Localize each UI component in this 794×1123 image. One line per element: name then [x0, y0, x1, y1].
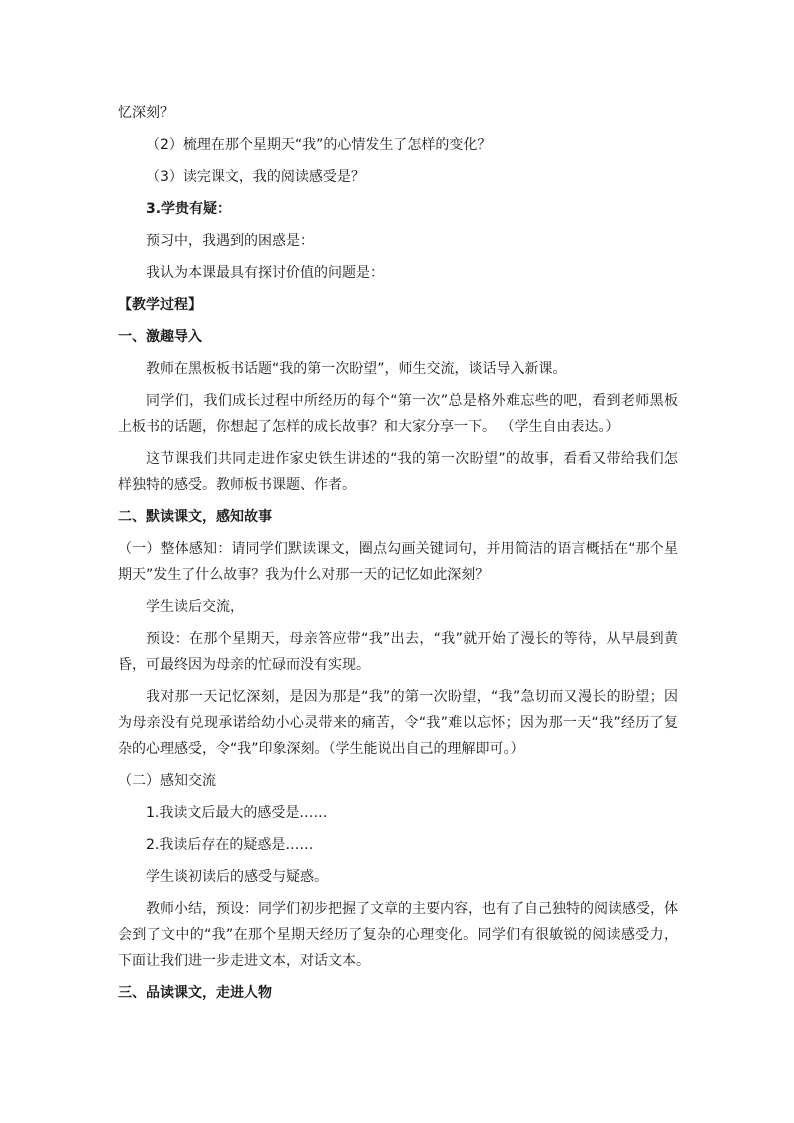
heading-close-reading: 三、品读课文，走进人物: [118, 985, 272, 1001]
paragraph-overall-perception: （一）整体感知：请同学们默读课文，圈点勾画关键词句，并用简洁的语言概括在“那个星期天”发生了什么故事？我为什么对那一天的记忆如此深刻？: [118, 541, 678, 583]
paragraph-feeling-2: 2.我读后存在的疑惑是……: [146, 837, 314, 853]
paragraph-preset-answer: 预设：在那个星期天，母亲答应带“我”出去，“我”就开始了漫长的等待，从早晨到黄昏，可最终因为母亲的忙碌而没有实现。: [118, 631, 678, 673]
paragraph-question-3: （3）读完课文，我的阅读感受是？: [146, 169, 365, 185]
subheading-perception-exchange: （二）感知交流: [118, 773, 216, 789]
paragraph-valuable-question: 我认为本课最具有探讨价值的问题是：: [146, 265, 384, 281]
paragraph-teacher-summary: 教师小结，预设：同学们初步把握了文章的主要内容，也有了自己独特的阅读感受，体会到了文中的“我”在那个星期天经历了复杂的心理变化。同学们有很敏锐的阅读感受力，下面让我们进一步走进文本，对话文本。: [118, 901, 678, 969]
heading-introduction: 一、激趣导入: [118, 329, 202, 345]
paragraph-question-end: 忆深刻？: [118, 105, 174, 121]
paragraph-shi-tiesheng: 这节课我们共同走进作家史铁生讲述的“我的第一次盼望”的故事，看看又带给我们怎样独特的感受。教师板书课题、作者。: [118, 451, 678, 493]
section-heading-teaching-process: 【教学过程】: [118, 297, 202, 313]
document-page: [118, 100, 678, 1012]
paragraph-student-talk: 学生谈初读后的感受与疑惑。: [146, 869, 328, 885]
heading-silent-reading: 二、默读课文，感知故事: [118, 509, 272, 525]
paragraph-confusion: 预习中，我遇到的困惑是：: [146, 233, 314, 249]
paragraph-feeling-1: 1.我读文后最大的感受是……: [146, 805, 328, 821]
paragraph-deep-memory: 我对那一天记忆深刻，是因为那是“我”的第一次盼望，“我”急切而又漫长的盼望；因为母亲没有兑现承诺给幼小心灵带来的痛苦，令“我”难以忘怀；因为那一天“我”经历了复杂的心理感受，令“我”印象深刻。（学生能说出自己的理解即可。）: [118, 689, 678, 757]
subheading-doubts: 3.学贵有疑：: [146, 201, 232, 217]
paragraph-student-exchange: 学生读后交流，: [146, 599, 244, 615]
paragraph-first-time: 同学们，我们成长过程中所经历的每个“第一次”总是格外难忘些的吧，看到老师黑板上板书的话题，你想起了怎样的成长故事？和大家分享一下。 （学生自由表达。）: [118, 393, 678, 435]
paragraph-question-2: （2）梳理在那个星期天“我”的心情发生了怎样的变化？: [146, 137, 492, 153]
paragraph-blackboard-topic: 教师在黑板板书话题“我的第一次盼望”，师生交流，谈话导入新课。: [146, 361, 567, 377]
